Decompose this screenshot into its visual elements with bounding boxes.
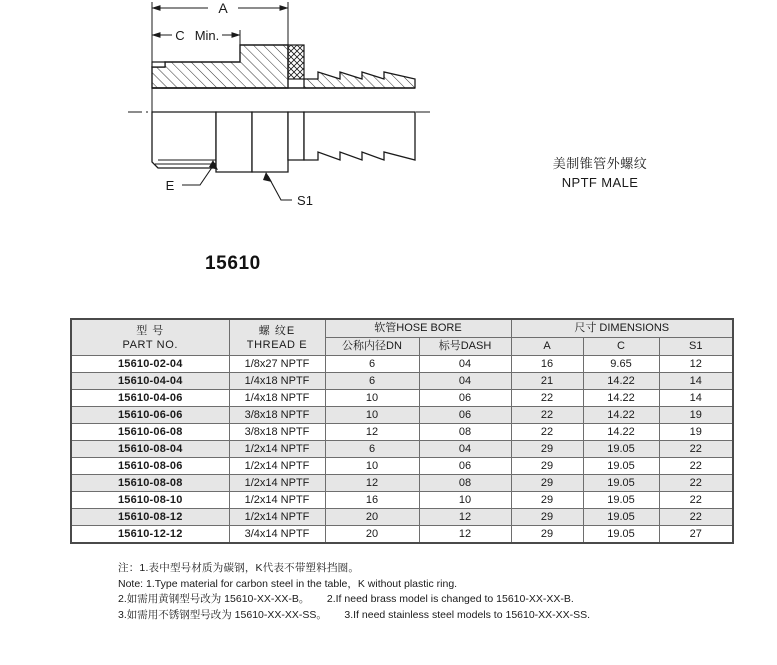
table-row [71, 458, 733, 475]
cell-thread: 1/2x14 NPTF [229, 492, 325, 509]
cell-part-no: 15610-06-08 [71, 424, 229, 441]
hex-flat-2 [252, 112, 288, 172]
table-row [71, 356, 733, 373]
cell-thread: 3/4x14 NPTF [229, 526, 325, 544]
table-row [71, 390, 733, 407]
cell-dn: 12 [325, 475, 419, 492]
cell-dim-a: 29 [511, 458, 583, 475]
cell-thread: 1/2x14 NPTF [229, 458, 325, 475]
cell-thread: 1/2x14 NPTF [229, 475, 325, 492]
cell-dim-a: 29 [511, 492, 583, 509]
cell-dim-a: 29 [511, 441, 583, 458]
cell-part-no: 15610-04-06 [71, 390, 229, 407]
cell-dim-s1: 27 [659, 526, 733, 544]
fitting-lower-view [152, 112, 415, 172]
fitting-cross-section-svg [0, 0, 777, 300]
hex-flat-1 [216, 112, 252, 172]
cell-dim-a: 29 [511, 509, 583, 526]
cell-dim-a: 29 [511, 526, 583, 544]
cell-part-no: 15610-08-10 [71, 492, 229, 509]
cell-dash: 06 [419, 458, 511, 475]
cell-dim-c: 19.05 [583, 492, 659, 509]
cell-dim-a: 22 [511, 424, 583, 441]
note-line-3: 2.如需用黄钢型号改为 15610-XX-XX-B。 2.If need brass model is changed to 15610-XX-XX-B. [118, 593, 574, 605]
dimension-a-label: A [218, 0, 228, 16]
cell-dim-c: 19.05 [583, 526, 659, 544]
cell-dn: 10 [325, 407, 419, 424]
cell-dim-s1: 22 [659, 492, 733, 509]
leader-s1 [263, 172, 313, 208]
cell-dim-c: 19.05 [583, 475, 659, 492]
series-number: 15610 [205, 253, 261, 274]
cell-dn: 10 [325, 390, 419, 407]
cell-dim-a: 16 [511, 356, 583, 373]
table-body [71, 356, 733, 544]
cell-part-no: 15610-08-04 [71, 441, 229, 458]
col-header-dim-c: C [583, 338, 659, 356]
cell-dim-a: 22 [511, 390, 583, 407]
cell-thread: 1/4x18 NPTF [229, 373, 325, 390]
cell-thread: 3/8x18 NPTF [229, 424, 325, 441]
col-header-part-no-cn: 型 号 [136, 324, 165, 337]
thread-caption-en: NPTF MALE [561, 174, 639, 190]
barb-shank-lower [288, 112, 304, 160]
dimension-c [152, 28, 240, 43]
cell-dim-c: 19.05 [583, 509, 659, 526]
cell-thread: 1/4x18 NPTF [229, 390, 325, 407]
col-header-thread [229, 319, 325, 356]
table-row [71, 475, 733, 492]
table-row [71, 441, 733, 458]
cell-dash: 08 [419, 424, 511, 441]
spec-table [70, 318, 734, 544]
cell-thread: 3/8x18 NPTF [229, 407, 325, 424]
cell-dim-s1: 12 [659, 356, 733, 373]
col-header-part-no [71, 319, 229, 356]
cell-dash: 12 [419, 526, 511, 544]
table-row [71, 407, 733, 424]
table-row [71, 526, 733, 544]
col-header-thread-cn: 螺 纹E [258, 324, 296, 337]
cell-dim-a: 22 [511, 407, 583, 424]
cell-dim-s1: 19 [659, 424, 733, 441]
table-row [71, 373, 733, 390]
cell-dn: 6 [325, 373, 419, 390]
cell-part-no: 15610-08-06 [71, 458, 229, 475]
cell-dim-s1: 22 [659, 441, 733, 458]
col-header-dim-a: A [511, 338, 583, 356]
cell-part-no: 15610-04-04 [71, 373, 229, 390]
table-header-row-1 [71, 319, 733, 338]
notes-block [118, 561, 738, 623]
cell-dash: 06 [419, 407, 511, 424]
specification-table [70, 318, 732, 544]
col-group-hose-bore: 软管HOSE BORE [325, 319, 511, 338]
cell-thread: 1/2x14 NPTF [229, 509, 325, 526]
table-head [71, 319, 733, 356]
cell-dn: 10 [325, 458, 419, 475]
table-row [71, 492, 733, 509]
cell-dim-a: 29 [511, 475, 583, 492]
cell-dash: 08 [419, 475, 511, 492]
cell-part-no: 15610-02-04 [71, 356, 229, 373]
table-row [71, 424, 733, 441]
cell-thread: 1/2x14 NPTF [229, 441, 325, 458]
cell-part-no: 15610-08-12 [71, 509, 229, 526]
cell-part-no: 15610-08-08 [71, 475, 229, 492]
cell-dn: 12 [325, 424, 419, 441]
cell-thread: 1/8x27 NPTF [229, 356, 325, 373]
cell-dim-s1: 22 [659, 509, 733, 526]
cell-dim-s1: 22 [659, 475, 733, 492]
cell-dn: 20 [325, 509, 419, 526]
cell-dn: 6 [325, 441, 419, 458]
cell-dash: 04 [419, 441, 511, 458]
technical-drawing [0, 0, 777, 300]
cell-dim-c: 14.22 [583, 407, 659, 424]
col-header-part-no-en: PART NO. [122, 338, 179, 351]
thread-body-hatched [152, 45, 288, 88]
thread-type-caption [500, 155, 700, 193]
fitting-upper-section [152, 45, 415, 88]
col-group-dimensions: 尺寸 DIMENSIONS [511, 319, 733, 338]
cell-dim-a: 21 [511, 373, 583, 390]
cell-dim-c: 19.05 [583, 441, 659, 458]
cell-dash: 10 [419, 492, 511, 509]
col-header-dim-s1: S1 [659, 338, 733, 356]
cell-dim-c: 9.65 [583, 356, 659, 373]
dimension-c-label: C [175, 28, 185, 43]
note-line-1: 注：1.表中型号材质为碳钢，K代表不带塑料挡圈。 [118, 562, 360, 574]
table-row [71, 509, 733, 526]
label-s1: S1 [297, 193, 313, 208]
thread-lead-in [152, 62, 165, 67]
cell-dn: 6 [325, 356, 419, 373]
cell-dim-c: 19.05 [583, 458, 659, 475]
dimension-a [152, 0, 288, 16]
col-header-thread-en: THREAD E [246, 338, 308, 351]
cell-dim-s1: 22 [659, 458, 733, 475]
oring-groove [288, 45, 304, 79]
hose-barb-upper [304, 72, 415, 88]
thread-caption-cn: 美制锥管外螺纹 [552, 156, 648, 171]
col-header-dash: 标号DASH [419, 338, 511, 356]
cell-dn: 16 [325, 492, 419, 509]
note-line-4: 3.如需用不锈钢型号改为 15610-XX-XX-SS。 3.If need stainless steel models to 15610-XX-XX-SS. [118, 608, 591, 621]
col-header-dn: 公称内径DN [325, 338, 419, 356]
cell-part-no: 15610-06-06 [71, 407, 229, 424]
cell-dim-c: 14.22 [583, 390, 659, 407]
cell-dn: 20 [325, 526, 419, 544]
hose-barb-lower [304, 112, 415, 160]
cell-dash: 04 [419, 373, 511, 390]
note-line-2: Note: 1.Type material for carbon steel in the table，K without plastic ring. [118, 577, 458, 590]
cell-dim-s1: 19 [659, 407, 733, 424]
label-e: E [165, 178, 175, 193]
cell-part-no: 15610-12-12 [71, 526, 229, 544]
dimension-c-min-label: Min. [194, 28, 220, 43]
cell-dash: 04 [419, 356, 511, 373]
cell-dim-c: 14.22 [583, 424, 659, 441]
cell-dash: 06 [419, 390, 511, 407]
cell-dash: 12 [419, 509, 511, 526]
cell-dim-c: 14.22 [583, 373, 659, 390]
cell-dim-s1: 14 [659, 390, 733, 407]
cell-dim-s1: 14 [659, 373, 733, 390]
